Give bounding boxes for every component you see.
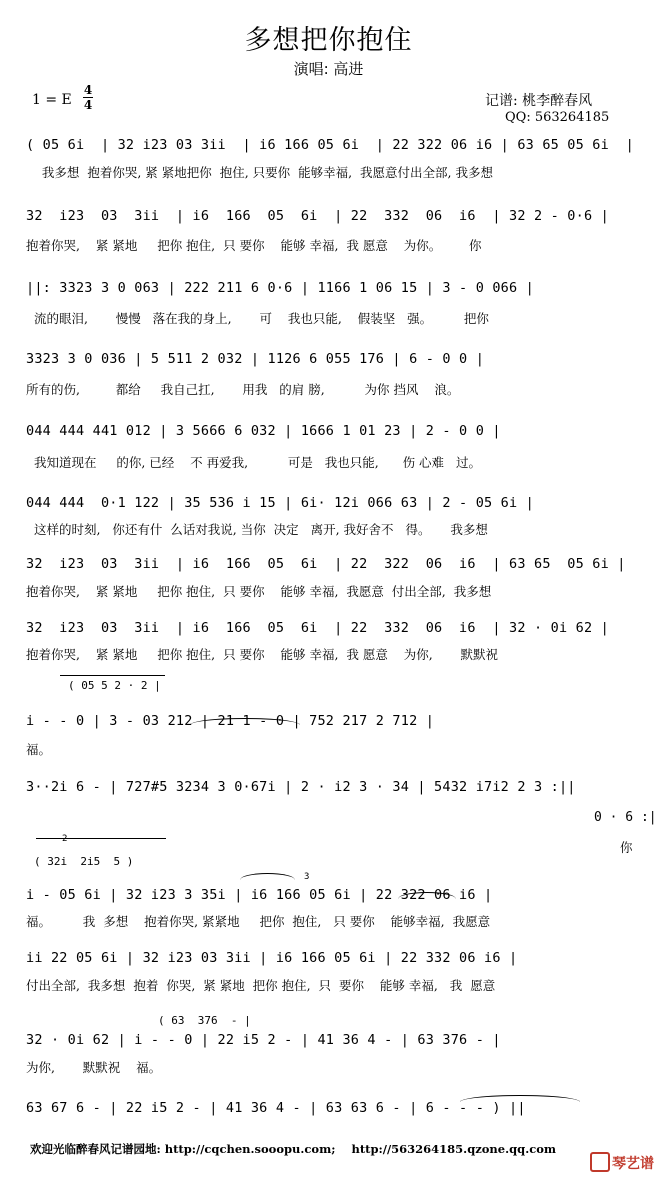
score-row-7-lyrics: 抱着你哭, 紧 紧地 把你 抱住, 只 要你 能够 幸福, 我愿意 付出全部, 我多想 — [26, 584, 492, 599]
singer-credit: 演唱: 高进 — [293, 60, 364, 78]
score-row-7-notes: 32 i23 03 3ii | i6 166 05 6i | 22 322 06 i6 | 63 65 05 6i | — [26, 556, 626, 572]
intro-sub-melody: ( 05 5 2 · 2 | — [68, 679, 161, 692]
logo-text: 琴艺谱 — [612, 1156, 654, 1172]
score-row-11-notes: i - 05 6i | 32 i23 3 35i | i6 166 05 6i | 22 322 06 i6 | — [26, 887, 493, 903]
score-row-1-lyrics: 我多想 抱着你哭, 紧 紧地把你 抱住, 只要你 能够幸福, 我愿意付出全部, 我多想 — [26, 165, 493, 180]
time-signature-bottom: 4 — [83, 98, 93, 112]
volta-number: 2 — [62, 834, 68, 844]
score-row-3-lyrics: 流的眼泪, 慢慢 落在我的身上, 可 我也只能, 假装坚 强。 把你 — [26, 311, 489, 326]
coda-sub-melody: ( 63 376 - | — [158, 1014, 251, 1027]
repeat-ending-lyric: 你 — [620, 840, 633, 855]
score-row-6-lyrics: 这样的时刻, 你还有什 么话对我说, 当你 决定 离开, 我好舍不 得。 我多想 — [26, 522, 488, 537]
score-row-6-notes: 044 444 0·1 122 | 35 536 i 15 | 6i· 12i 066 63 | 2 - 05 6i | — [26, 495, 534, 511]
time-signature-top: 4 — [83, 83, 93, 97]
score-row-14-notes: 63 67 6 - | 22 i5 2 - | 41 36 4 - | 63 63 6 - | 6 - - - ) || — [26, 1100, 526, 1116]
score-row-3-notes: ||: 3323 3 0 063 | 222 211 6 0·6 | 1166 1 06 15 | 3 - 0 066 | — [26, 280, 534, 296]
repeat-ending-notes: 0 · 6 :| — [594, 810, 657, 825]
volta-bracket-1 — [60, 675, 165, 676]
score-row-12-lyrics: 付出全部, 我多想 抱着 你哭, 紧 紧地 把你 抱住, 只 要你 能够 幸福, 我 愿意 — [26, 978, 496, 993]
score-row-10-notes: 3··2i 6 - | 727#5 3234 3 0·67i | 2 · i2 3 · 34 | 5432 i7i2 2 3 :|| — [26, 779, 576, 795]
score-row-4-lyrics: 所有的伤, 都给 我自己扛, 用我 的肩 膀, 为你 挡风 浪。 — [26, 382, 460, 397]
score-row-8-lyrics: 抱着你哭, 紧 紧地 把你 抱住, 只 要你 能够 幸福, 我 愿意 为你, 默默祝 — [26, 647, 499, 662]
site-logo — [590, 1152, 654, 1173]
volta-bracket-2 — [36, 838, 166, 839]
score-row-8-notes: 32 i23 03 3ii | i6 166 05 6i | 22 332 06 i6 | 32 · 0i 62 | — [26, 620, 609, 636]
score-row-4-notes: 3323 3 0 036 | 5 511 2 032 | 1126 6 055 176 | 6 - 0 0 | — [26, 351, 485, 367]
qq-number: QQ: 563264185 — [505, 110, 610, 125]
slur-arc — [460, 1095, 580, 1102]
song-title: 多想把你抱住 — [244, 25, 413, 56]
score-row-9-lyrics: 福。 — [26, 742, 52, 757]
slur-arc — [240, 873, 295, 880]
score-row-13-notes: 32 · 0i 62 | i - - 0 | 22 i5 2 - | 41 36 4 - | 63 376 - | — [26, 1032, 501, 1048]
score-row-5-lyrics: 我知道现在 的你, 已经 不 再爱我, 可是 我也只能, 伤 心难 过。 — [26, 455, 481, 470]
score-row-1-notes: ( 05 6i | 32 i23 03 3ii | i6 166 05 6i | 22 322 06 i6 | 63 65 05 6i | — [26, 137, 634, 153]
score-row-2-notes: 32 i23 03 3ii | i6 166 05 6i | 22 332 06 i6 | 32 2 - 0·6 | — [26, 208, 609, 224]
score-row-12-notes: ii 22 05 6i | 32 i23 03 3ii | i6 166 05 6i | 22 332 06 i6 | — [26, 950, 518, 966]
score-row-9-notes: i - - 0 | 3 - 03 212 | 21 1 - 0 | 752 217 2 712 | — [26, 713, 435, 729]
score-row-5-notes: 044 444 441 012 | 3 5666 6 032 | 1666 1 01 23 | 2 - 0 0 | — [26, 423, 501, 439]
slur-arc — [190, 718, 300, 725]
tuplet-mark: 3 — [304, 872, 310, 882]
transcriber-credit: 记谱: 桃李醉春风 — [485, 93, 593, 109]
logo-icon — [590, 1152, 610, 1172]
score-row-11-lyrics: 福。 我 多想 抱着你哭, 紧紧地 把你 抱住, 只 要你 能够幸福, 我愿意 — [26, 914, 491, 929]
footer-links: 欢迎光临醉春风记谱园地: http://cqchen.sooopu.com; http://563264185.qzone.qq.com — [30, 1142, 557, 1156]
score-row-2-lyrics: 抱着你哭, 紧 紧地 把你 抱住, 只 要你 能够 幸福, 我 愿意 为你。 你 — [26, 238, 482, 253]
volta-sub-melody: ( 32i 2i5 5 ) — [34, 855, 134, 868]
slur-arc — [398, 892, 456, 899]
key-signature: 1 = E — [32, 92, 72, 108]
time-signature — [83, 84, 93, 111]
score-row-13-lyrics: 为你, 默默祝 福。 — [26, 1060, 162, 1075]
